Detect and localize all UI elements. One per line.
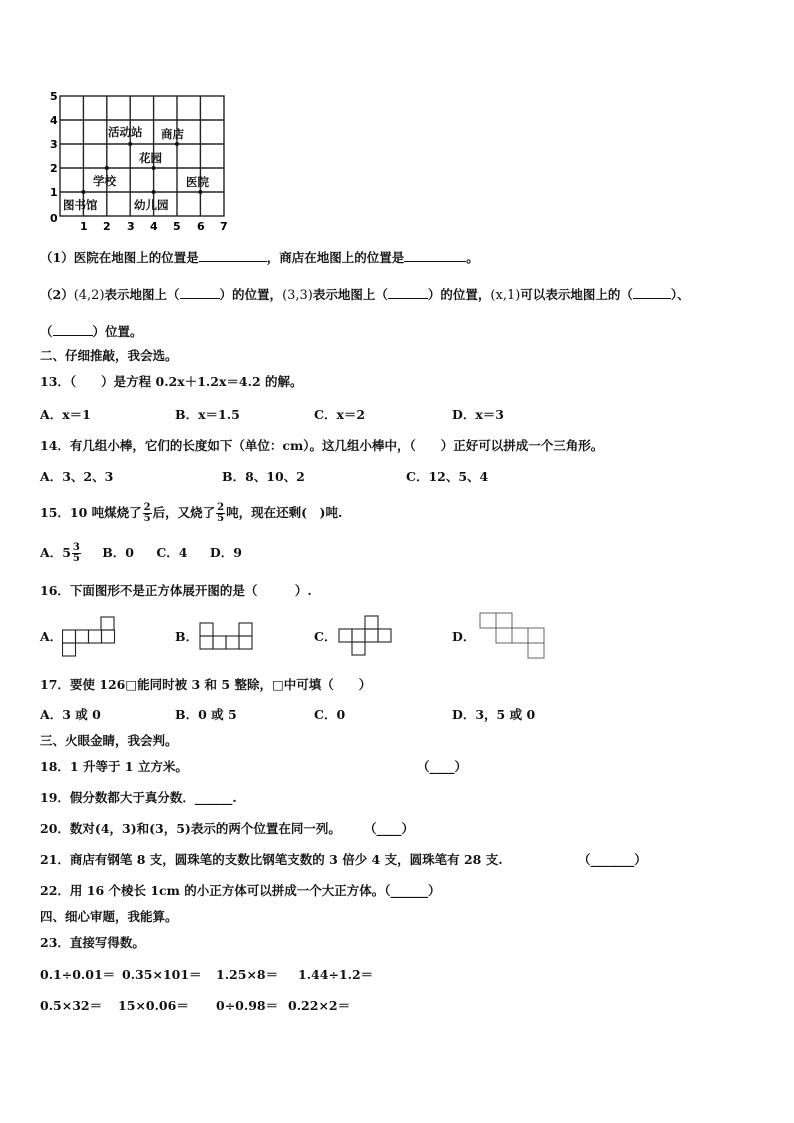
y-tick-0: 0 [50,212,58,225]
q15-stem: 15．10 吨煤烧了 $\frac{2}{5}$ 后，又烧了 $\frac{2}{5}$ 吨，现在还剩( )吨. [40,502,343,524]
label-library: 图书馆 [63,198,98,212]
q17-stem: 17．要使 126□能同时被 3 和 5 整除，□中可填（ ） [40,677,372,692]
answer-blank-coord3a[interactable] [633,286,671,299]
q19-answer-blank[interactable]: ______ [194,790,233,805]
q16-option-d-label[interactable]: D． [452,629,476,644]
q16-net-b[interactable] [199,622,255,652]
x-tick-3: 3 [127,220,135,233]
q16-net-c[interactable] [338,615,394,657]
calc-item[interactable]: 1.44÷1.2＝ [298,967,374,982]
map-question-1: （1）医院在地图上的位置是 ，商店在地图上的位置是 。 [40,250,479,265]
point-library [81,190,85,194]
calc-item[interactable]: 0.1÷0.01＝ [40,967,116,982]
section-2-heading: 二、仔细推敲，我会选。 [40,348,178,363]
point-school [105,166,109,170]
answer-blank-shop[interactable] [404,249,466,262]
label-kindergarten: 幼儿园 [134,198,169,212]
calc-item[interactable]: 0÷0.98＝ [216,998,279,1013]
q14-stem: 14．有几组小棒，它们的长度如下（单位：cm）。这几组小棒中，（ ）正好可以拼成一个三角形。 [40,438,604,453]
q22-stem[interactable]: 22．用 16 个棱长 1cm 的小正方体可以拼成一个大正方体。（______） [40,883,441,898]
x-tick-6: 6 [197,220,205,233]
q16-option-b-label[interactable]: B． [175,629,199,644]
q14-option-c[interactable]: C．12、5、4 [406,469,489,484]
section-4-heading: 四、细心审题，我能算。 [40,909,178,924]
calc-item[interactable]: 1.25×8＝ [216,967,279,982]
calc-item[interactable]: 0.35×101＝ [122,967,202,982]
q13-option-a[interactable]: A．x＝1 [40,407,91,422]
point-activity [128,142,132,146]
label-shop: 商店 [161,127,184,141]
fraction-3-5: $\frac{3}{5}$ [72,542,80,564]
q16-stem: 16．下面图形不是正方体展开图的是（ ）. [40,583,312,598]
label-hospital: 医院 [186,175,209,189]
label-garden: 花园 [139,151,162,165]
y-tick-2: 2 [50,162,58,175]
section-3-heading: 三、火眼金睛，我会判。 [40,733,178,748]
point-hospital [198,190,202,194]
q23-stem: 23．直接写得数。 [40,935,145,950]
q20-stem: 20．数对(4，3)和(3，5)表示的两个位置在同一列。 [40,821,341,836]
q13-option-c[interactable]: C．x＝2 [314,407,366,422]
answer-blank-coord1[interactable] [180,286,220,299]
x-tick-2: 2 [103,220,111,233]
answer-blank-coord3b[interactable] [53,323,93,336]
coordinate-map-figure [40,88,240,233]
q15-options [40,540,242,566]
y-tick-5: 5 [50,90,58,103]
q17-option-d[interactable]: D．3，5 或 0 [452,707,536,722]
q18-answer-paren[interactable]: （____） [417,759,468,774]
calc-item[interactable]: 0.5×32＝ [40,998,103,1013]
q18-stem: 18．1 升等于 1 立方米。 [40,759,188,774]
answer-blank-hospital[interactable] [199,249,267,262]
q13-stem: 13．（ ）是方程 0.2x＋1.2x＝4.2 的解。 [40,374,303,389]
q16-option-c-label[interactable]: C． [314,629,337,644]
point-shop [175,142,179,146]
q17-option-c[interactable]: C．0 [314,707,346,722]
x-tick-5: 5 [173,220,181,233]
x-tick-1: 1 [80,220,88,233]
map-question-2-line2: （ ）位置。 [40,324,143,339]
y-tick-4: 4 [50,114,58,127]
calc-item[interactable]: 15×0.06＝ [118,998,189,1013]
y-tick-3: 3 [50,138,58,151]
q17-option-a[interactable]: A．3 或 0 [40,707,101,722]
q17-option-b[interactable]: B．0 或 5 [175,707,237,722]
q14-option-b[interactable]: B．8、10、2 [222,469,305,484]
fraction-2-5-a: $\frac{2}{5}$ [143,502,151,524]
q16-net-d[interactable] [479,611,547,663]
q20-answer-paren[interactable]: （____） [364,821,415,836]
x-tick-7: 7 [220,220,228,233]
y-tick-1: 1 [50,186,58,199]
q16-net-a[interactable] [62,615,116,657]
answer-blank-coord2[interactable] [388,286,428,299]
x-tick-4: 4 [150,220,158,233]
q19-stem: 19．假分数都大于真分数．______. [40,790,237,805]
calc-item[interactable]: 0.22×2＝ [288,998,351,1013]
q16-option-a-label[interactable]: A． [40,629,63,644]
point-kindergarten [152,190,156,194]
label-school: 学校 [93,174,116,188]
q15-option-a[interactable]: A．5 $\frac{3}{5}$ [40,542,80,564]
label-activity: 活动站 [108,125,143,139]
q14-option-a[interactable]: A．3、2、3 [40,469,114,484]
q21-stem: 21．商店有钢笔 8 支，圆珠笔的支数比钢笔支数的 3 倍少 4 支，圆珠笔有 28 支. [40,852,503,867]
map-question-2: （2）(4,2)表示地图上（ ）的位置，(3,3)表示地图上（ ）的位置，(x,1)可以表示地图上的（ ）、 [40,287,690,303]
q15-option-d[interactable]: D．9 [209,545,242,560]
q21-answer-paren[interactable]: （_______） [578,852,647,867]
q13-option-d[interactable]: D．x＝3 [452,407,504,422]
q15-option-c[interactable]: C．4 [156,545,188,560]
q15-option-b[interactable]: B．0 [102,545,134,560]
fraction-2-5-b: $\frac{2}{5}$ [217,502,225,524]
q13-option-b[interactable]: B．x＝1.5 [175,407,240,422]
point-garden [152,166,156,170]
